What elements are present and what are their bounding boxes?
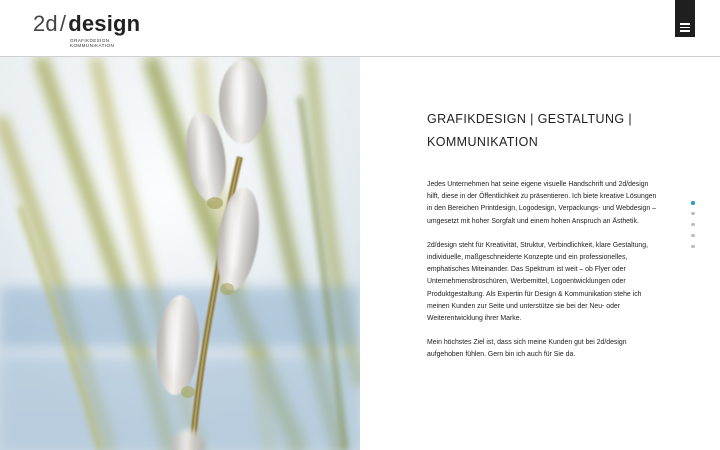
page-heading — [427, 108, 657, 154]
intro-paragraph-1: Jedes Unternehmen hat seine eigene visuelle Handschrift und 2d/design hilft, diese in der Öffentlichkeit zu präsentieren. Ich biete kreative Lösungen in den Bereichen Printdesign, Logodesign, Verpackungs- und Webdesign – umgesetzt mit hoher Sorgfalt und einem hohen Anspruch an Ästhetik. — [427, 181, 657, 225]
intro-paragraph-3: Mein höchstes Ziel ist, dass sich meine Kunden gut bei 2d/design aufgehoben fühlen. Gern bin ich auch für Sie da. — [427, 339, 627, 359]
site-logo[interactable] — [33, 11, 143, 47]
logo-tagline-line2: KOMMUNIKATION — [70, 43, 115, 49]
section-dot-4[interactable] — [691, 234, 695, 238]
page-heading-line2: KOMMUNIKATION — [427, 135, 539, 149]
section-dot-3[interactable] — [691, 223, 695, 227]
intro-section — [427, 108, 657, 362]
page-heading-line1: GRAFIKDESIGN | GESTALTUNG | — [427, 112, 633, 126]
hero-photo-catkins — [0, 57, 360, 450]
logo-wordmark — [33, 11, 140, 37]
site-header — [0, 0, 720, 57]
logo-part-bold: design — [68, 11, 141, 36]
section-dot-nav — [691, 201, 695, 255]
menu-button[interactable] — [675, 0, 695, 37]
section-dot-5[interactable] — [691, 245, 695, 249]
section-dot-2[interactable] — [691, 212, 695, 216]
logo-tagline — [70, 38, 114, 48]
intro-paragraph-2: 2d/design steht für Kreativität, Struktur, Verbindlichkeit, klare Gestaltung, individuelle, maßgeschneiderte Konzepte und ein professionelles, emphatisches Miteinander. Das Spektrum ist weit – ob Flyer oder Unternehmensbroschüren, Werbemittel, Logoentwicklungen oder Produktgestaltung. Als Expertin für Design & Kommunikation stehe ich meinen Kunden zur Seite und unterstütze sie bei der Neu- oder Weiterentwicklung ihrer Marke. — [427, 241, 648, 323]
logo-tagline-line1: GRAFIKDESIGN — [70, 38, 110, 43]
section-dot-1[interactable] — [691, 201, 695, 205]
logo-part-light: 2d — [33, 11, 58, 36]
logo-slash: / — [59, 11, 67, 36]
